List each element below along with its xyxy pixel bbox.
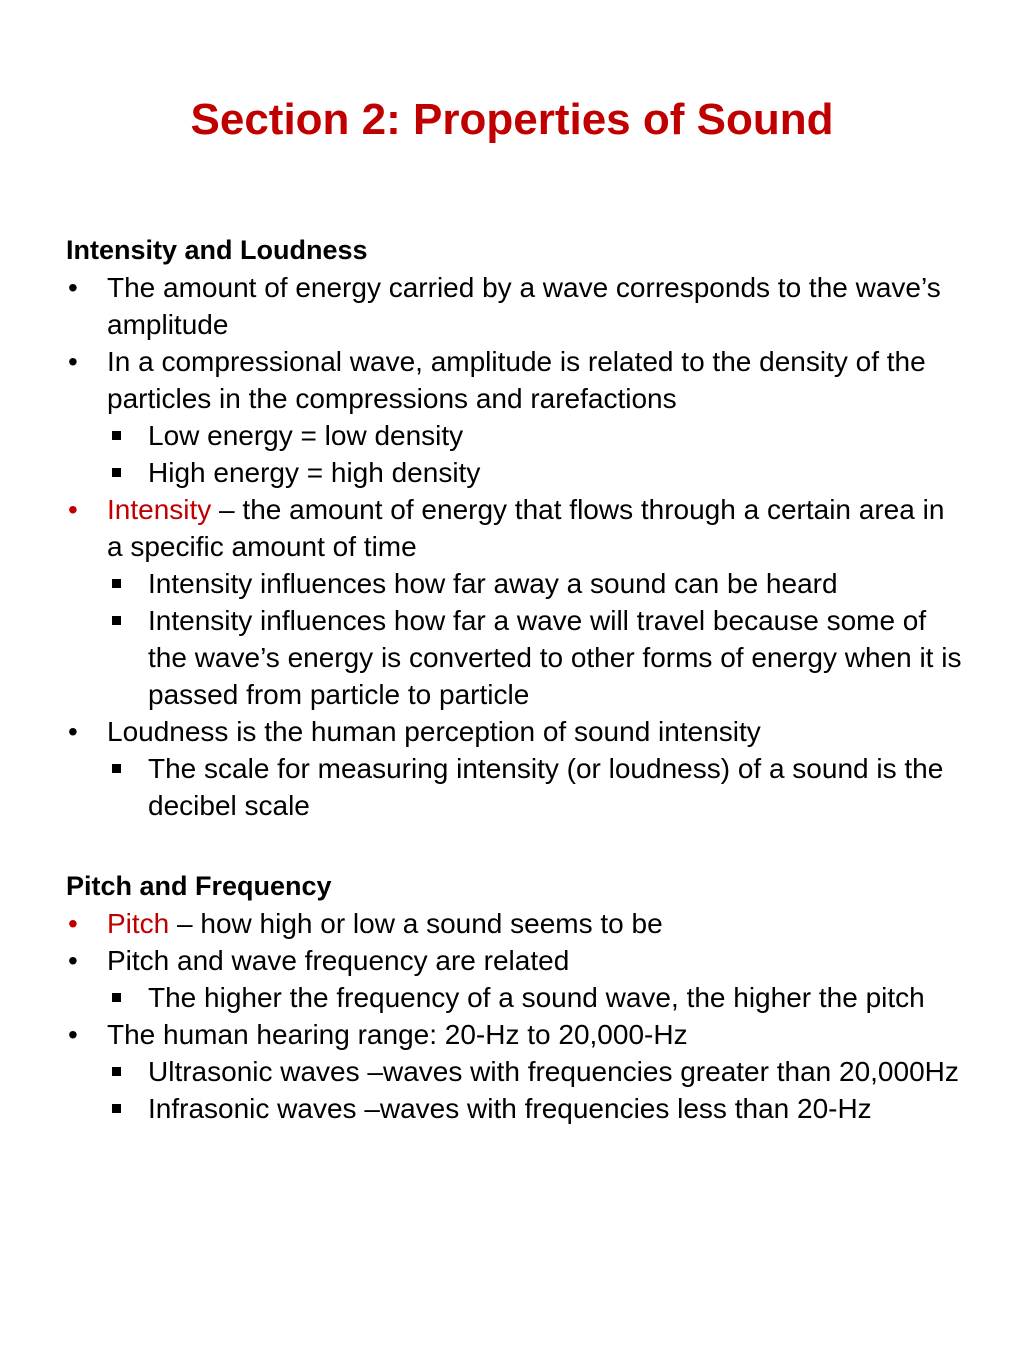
bullet-dot-icon: •: [68, 494, 78, 525]
bullet-dot-icon: •: [68, 272, 78, 303]
bullet-dot-icon: •: [68, 908, 78, 939]
sub-bullet-item: [66, 565, 966, 602]
slide-body: [66, 232, 966, 1127]
bullet-item: [66, 713, 966, 750]
square-bullet-icon: [112, 1104, 121, 1113]
sub-bullet-item: [66, 1053, 966, 1090]
square-bullet-icon: [112, 579, 121, 588]
square-bullet-icon: [112, 764, 121, 773]
square-bullet-icon: [112, 1067, 121, 1076]
square-bullet-icon: [112, 616, 121, 625]
sub-bullet-text: The higher the frequency of a sound wave, the higher the pitch: [148, 982, 925, 1013]
sub-bullet-item: [66, 454, 966, 491]
bullet-text: – how high or low a sound seems to be: [169, 908, 663, 939]
square-bullet-icon: [112, 468, 121, 477]
sub-bullet-text: Intensity influences how far away a sound can be heard: [148, 568, 838, 599]
sub-bullet-item: [66, 1090, 966, 1127]
bullet-item: [66, 905, 966, 942]
sub-bullet-text: High energy = high density: [148, 457, 481, 488]
sub-bullet-item: [66, 602, 966, 713]
bullet-text: The amount of energy carried by a wave corresponds to the wave’s amplitude: [107, 272, 941, 340]
sub-bullet-text: Intensity influences how far a wave will travel because some of the wave’s energy is converted to other forms of energy when it is passed from particle to particle: [148, 605, 962, 710]
bullet-text: – the amount of energy that flows through a certain area in a specific amount of time: [107, 494, 945, 562]
section-spacer: [66, 824, 966, 868]
sub-bullet-text: Low energy = low density: [148, 420, 464, 451]
bullet-dot-icon: •: [68, 945, 78, 976]
term-pitch: Pitch: [107, 908, 170, 939]
bullet-item: [66, 343, 966, 417]
bullet-dot-icon: •: [68, 346, 78, 377]
section-heading-intensity-loudness: Intensity and Loudness: [66, 235, 368, 265]
square-bullet-icon: [112, 993, 121, 1002]
bullet-item: [66, 942, 966, 979]
bullet-item: [66, 1016, 966, 1053]
sub-bullet-text: Infrasonic waves –waves with frequencies less than 20-Hz: [148, 1093, 872, 1124]
sub-bullet-item: [66, 417, 966, 454]
term-intensity: Intensity: [107, 494, 212, 525]
sub-bullet-text: Ultrasonic waves –waves with frequencies greater than 20,000Hz: [148, 1056, 959, 1087]
bullet-dot-icon: •: [68, 716, 78, 747]
sub-bullet-text: The scale for measuring intensity (or loudness) of a sound is the decibel scale: [148, 753, 944, 821]
section-heading-pitch-frequency: Pitch and Frequency: [66, 871, 332, 901]
sub-bullet-item: [66, 979, 966, 1016]
bullet-item: [66, 491, 966, 565]
bullet-text: The human hearing range: 20-Hz to 20,000-Hz: [107, 1019, 688, 1050]
slide-title: Section 2: Properties of Sound: [190, 95, 834, 144]
bullet-text: In a compressional wave, amplitude is related to the density of the particles in the compressions and rarefactions: [107, 346, 926, 414]
bullet-item: [66, 269, 966, 343]
sub-bullet-item: [66, 750, 966, 824]
bullet-text: Pitch and wave frequency are related: [107, 945, 570, 976]
bullet-dot-icon: •: [68, 1019, 78, 1050]
square-bullet-icon: [112, 431, 121, 440]
bullet-text: Loudness is the human perception of sound intensity: [107, 716, 761, 747]
